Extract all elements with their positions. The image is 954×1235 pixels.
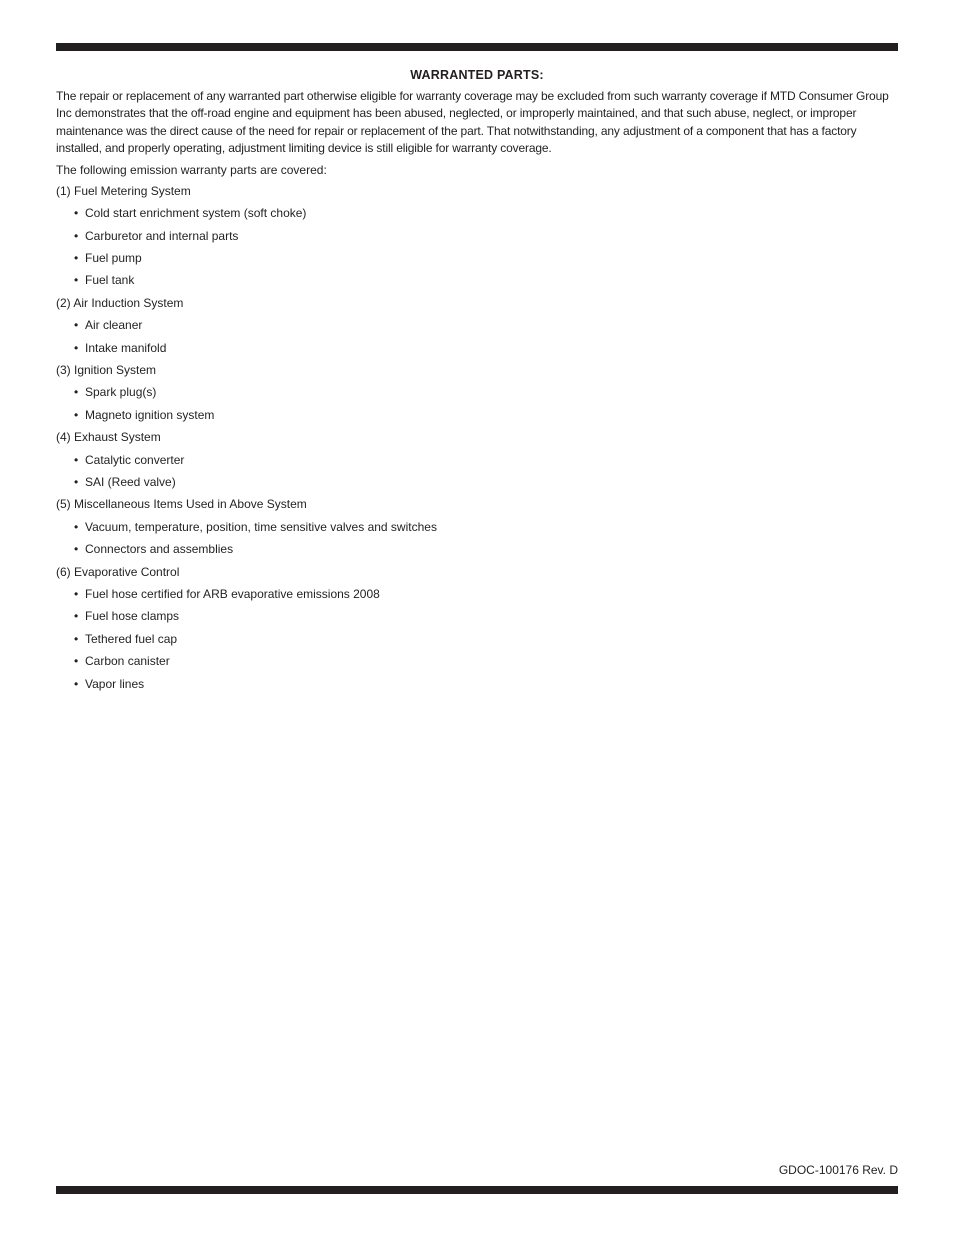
section-air-induction bbox=[56, 292, 898, 359]
item-text: Vapor lines bbox=[85, 676, 145, 691]
item-text: Spark plug(s) bbox=[85, 385, 157, 400]
list-item bbox=[56, 538, 898, 560]
item-text: Fuel hose certified for ARB evaporative emissions 2008 bbox=[85, 587, 380, 601]
list-item bbox=[56, 381, 898, 403]
item-text: Vacuum, temperature, position, time sensitive valves and switches bbox=[85, 519, 437, 534]
list-item bbox=[56, 449, 898, 471]
list-item bbox=[56, 202, 898, 224]
parts-list bbox=[56, 449, 898, 494]
bullet-icon: • bbox=[74, 273, 79, 288]
list-item bbox=[56, 605, 898, 627]
intro-paragraph: The repair or replacement of any warranted part otherwise eligible for warranty coverage may be excluded from such warranty coverage if MTD Consumer Group Inc demonstrates that the off-road engine and equipment has been abused, neglected, or improperly maintained, and that such abuse, neglect, or improper maintenance was the direct cause of the need for repair or replacement of the part. That notwithstanding, any adjustment of a component that has a factory installed, and properly operating, adjustment limiting device is still eligible for warranty coverage. bbox=[56, 89, 889, 155]
bullet-icon: • bbox=[74, 250, 79, 265]
item-text: Magneto ignition system bbox=[85, 407, 215, 422]
bullet-icon: • bbox=[74, 631, 79, 646]
section-title: (6) Evaporative Control bbox=[56, 564, 180, 579]
section-title: (3) Ignition System bbox=[56, 362, 157, 377]
bullet-icon: • bbox=[74, 542, 79, 557]
bullet-icon: • bbox=[74, 587, 79, 601]
section-miscellaneous bbox=[56, 493, 898, 560]
bullet-icon: • bbox=[74, 452, 79, 467]
section-title: (4) Exhaust System bbox=[56, 430, 161, 445]
bullet-icon: • bbox=[74, 385, 79, 400]
list-item bbox=[56, 673, 898, 695]
bullet-icon: • bbox=[74, 609, 79, 624]
bullet-icon: • bbox=[74, 519, 79, 534]
bullet-icon: • bbox=[74, 228, 79, 243]
item-text: Fuel tank bbox=[85, 273, 135, 288]
section-title: (1) Fuel Metering System bbox=[56, 183, 191, 198]
list-item bbox=[56, 337, 898, 359]
document-number: GDOC-100176 Rev. D bbox=[778, 1163, 898, 1177]
list-item bbox=[56, 269, 898, 291]
parts-list bbox=[56, 202, 898, 292]
list-item bbox=[56, 471, 898, 493]
parts-list bbox=[56, 381, 898, 426]
bullet-icon: • bbox=[74, 676, 79, 691]
bullet-icon: • bbox=[74, 407, 79, 422]
bullet-icon: • bbox=[74, 654, 79, 669]
item-text: Carbon canister bbox=[85, 654, 170, 669]
list-item bbox=[56, 516, 898, 538]
parts-list bbox=[56, 314, 898, 359]
covered-parts-lead: The following emission warranty parts are covered: bbox=[56, 163, 327, 178]
section-exhaust bbox=[56, 426, 898, 493]
section-title: (2) Air Induction System bbox=[56, 295, 184, 310]
item-text: Cold start enrichment system (soft choke) bbox=[85, 206, 307, 221]
top-rule bbox=[56, 43, 898, 51]
list-item bbox=[56, 404, 898, 426]
item-text: Intake manifold bbox=[85, 340, 167, 355]
section-fuel-metering bbox=[56, 180, 898, 292]
item-text: Connectors and assemblies bbox=[85, 542, 234, 557]
list-item bbox=[56, 225, 898, 247]
bullet-icon: • bbox=[74, 474, 79, 489]
parts-list bbox=[56, 583, 898, 695]
section-ignition bbox=[56, 359, 898, 426]
document-body bbox=[56, 66, 898, 695]
page-heading: WARRANTED PARTS: bbox=[410, 68, 544, 82]
list-item bbox=[56, 628, 898, 650]
bullet-icon: • bbox=[74, 318, 79, 333]
item-text: Carburetor and internal parts bbox=[85, 228, 239, 243]
bottom-rule bbox=[56, 1186, 898, 1194]
item-text: Catalytic converter bbox=[85, 452, 185, 467]
item-text: Air cleaner bbox=[85, 318, 143, 333]
bullet-icon: • bbox=[74, 340, 79, 355]
parts-list bbox=[56, 516, 898, 561]
item-text: SAI (Reed valve) bbox=[85, 474, 176, 489]
list-item bbox=[56, 314, 898, 336]
item-text: Fuel hose clamps bbox=[85, 609, 180, 624]
list-item bbox=[56, 650, 898, 672]
item-text: Fuel pump bbox=[85, 250, 142, 265]
list-item bbox=[56, 247, 898, 269]
bullet-icon: • bbox=[74, 206, 79, 221]
section-evaporative bbox=[56, 561, 898, 695]
section-title: (5) Miscellaneous Items Used in Above System bbox=[56, 497, 307, 512]
list-item bbox=[56, 583, 898, 605]
item-text: Tethered fuel cap bbox=[85, 631, 178, 646]
